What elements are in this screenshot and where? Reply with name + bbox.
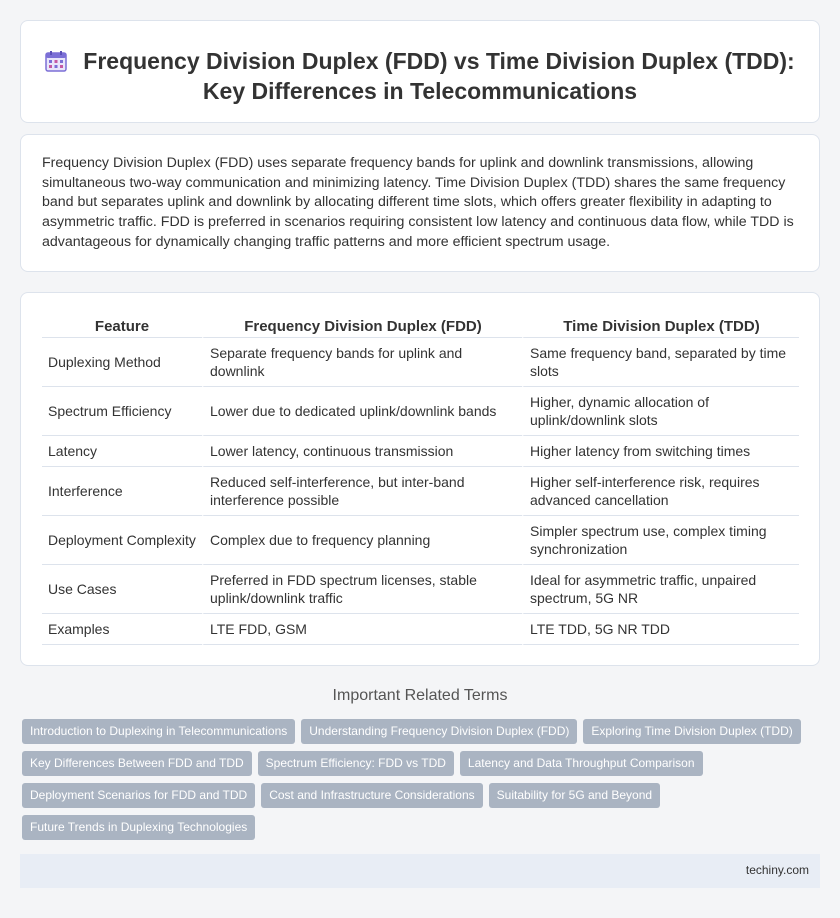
table-header-row (42, 315, 799, 338)
related-term-tag[interactable]: Deployment Scenarios for FDD and TDD (22, 783, 255, 808)
feature-cell: Duplexing Method (42, 338, 202, 387)
title-line-2: Key Differences in Telecommunications (202, 78, 638, 104)
table-row (42, 387, 799, 436)
related-term-tag[interactable]: Spectrum Efficiency: FDD vs TDD (258, 751, 454, 776)
table-row (42, 516, 799, 565)
related-terms-list (22, 719, 822, 847)
header-card (20, 20, 820, 123)
feature-cell: Deployment Complexity (42, 516, 202, 565)
table-row (42, 338, 799, 387)
page-title (21, 46, 819, 106)
related-term-tag[interactable]: Exploring Time Division Duplex (TDD) (583, 719, 800, 744)
column-header-feature: Feature (42, 315, 202, 338)
table-row (42, 565, 799, 614)
table-row (42, 436, 799, 467)
comparison-table (42, 315, 799, 645)
footer-bar (20, 854, 820, 888)
table-row (42, 467, 799, 516)
feature-cell: Interference (42, 467, 202, 516)
related-term-tag[interactable]: Suitability for 5G and Beyond (489, 783, 660, 808)
feature-cell: Examples (42, 614, 202, 645)
tdd-cell: Higher self-interference risk, requires advanced cancellation (522, 467, 799, 516)
feature-cell: Latency (42, 436, 202, 467)
tdd-cell: Higher, dynamic allocation of uplink/downlink slots (522, 387, 799, 436)
related-term-tag[interactable]: Introduction to Duplexing in Telecommunications (22, 719, 295, 744)
fdd-cell: LTE FDD, GSM (202, 614, 522, 645)
tdd-cell: Ideal for asymmetric traffic, unpaired spectrum, 5G NR (522, 565, 799, 614)
fdd-cell: Complex due to frequency planning (202, 516, 522, 565)
related-terms-heading: Important Related Terms (332, 687, 508, 704)
intro-card (20, 134, 820, 272)
related-term-tag[interactable]: Latency and Data Throughput Comparison (460, 751, 703, 776)
related-term-tag[interactable]: Key Differences Between FDD and TDD (22, 751, 252, 776)
fdd-cell: Preferred in FDD spectrum licenses, stable uplink/downlink traffic (202, 565, 522, 614)
feature-cell: Use Cases (42, 565, 202, 614)
intro-paragraph: Frequency Division Duplex (FDD) uses separate frequency bands for uplink and downlink transmissions, allowing simultaneous two-way communication and minimizing latency. Time Division Duplex (TDD) shares the same frequency band but separates uplink and downlink by allocating different time slots, which offers greater flexibility in adapting to asymmetric traffic. FDD is preferred in scenarios requiring consistent low latency and continuous data flow, while TDD is advantageous for dynamically changing traffic patterns and more efficient spectrum usage. (42, 155, 794, 250)
table-row (42, 614, 799, 645)
fdd-cell: Reduced self-interference, but inter-band interference possible (202, 467, 522, 516)
calendar-grid-icon (45, 49, 67, 71)
tdd-cell: Simpler spectrum use, complex timing synchronization (522, 516, 799, 565)
comparison-card (20, 292, 820, 666)
column-header-tdd: Time Division Duplex (TDD) (522, 315, 799, 338)
tdd-cell: LTE TDD, 5G NR TDD (522, 614, 799, 645)
related-term-tag[interactable]: Understanding Frequency Division Duplex (FDD) (301, 719, 577, 744)
title-line-1: Frequency Division Duplex (FDD) vs Time Division Duplex (TDD): (83, 48, 795, 74)
related-term-tag[interactable]: Cost and Infrastructure Considerations (261, 783, 482, 808)
footer-brand-link[interactable]: techiny.com (745, 863, 809, 877)
tdd-cell: Higher latency from switching times (522, 436, 799, 467)
column-header-fdd: Frequency Division Duplex (FDD) (202, 315, 522, 338)
feature-cell: Spectrum Efficiency (42, 387, 202, 436)
fdd-cell: Lower latency, continuous transmission (202, 436, 522, 467)
fdd-cell: Separate frequency bands for uplink and downlink (202, 338, 522, 387)
tdd-cell: Same frequency band, separated by time slots (522, 338, 799, 387)
related-term-tag[interactable]: Future Trends in Duplexing Technologies (22, 815, 255, 840)
fdd-cell: Lower due to dedicated uplink/downlink bands (202, 387, 522, 436)
